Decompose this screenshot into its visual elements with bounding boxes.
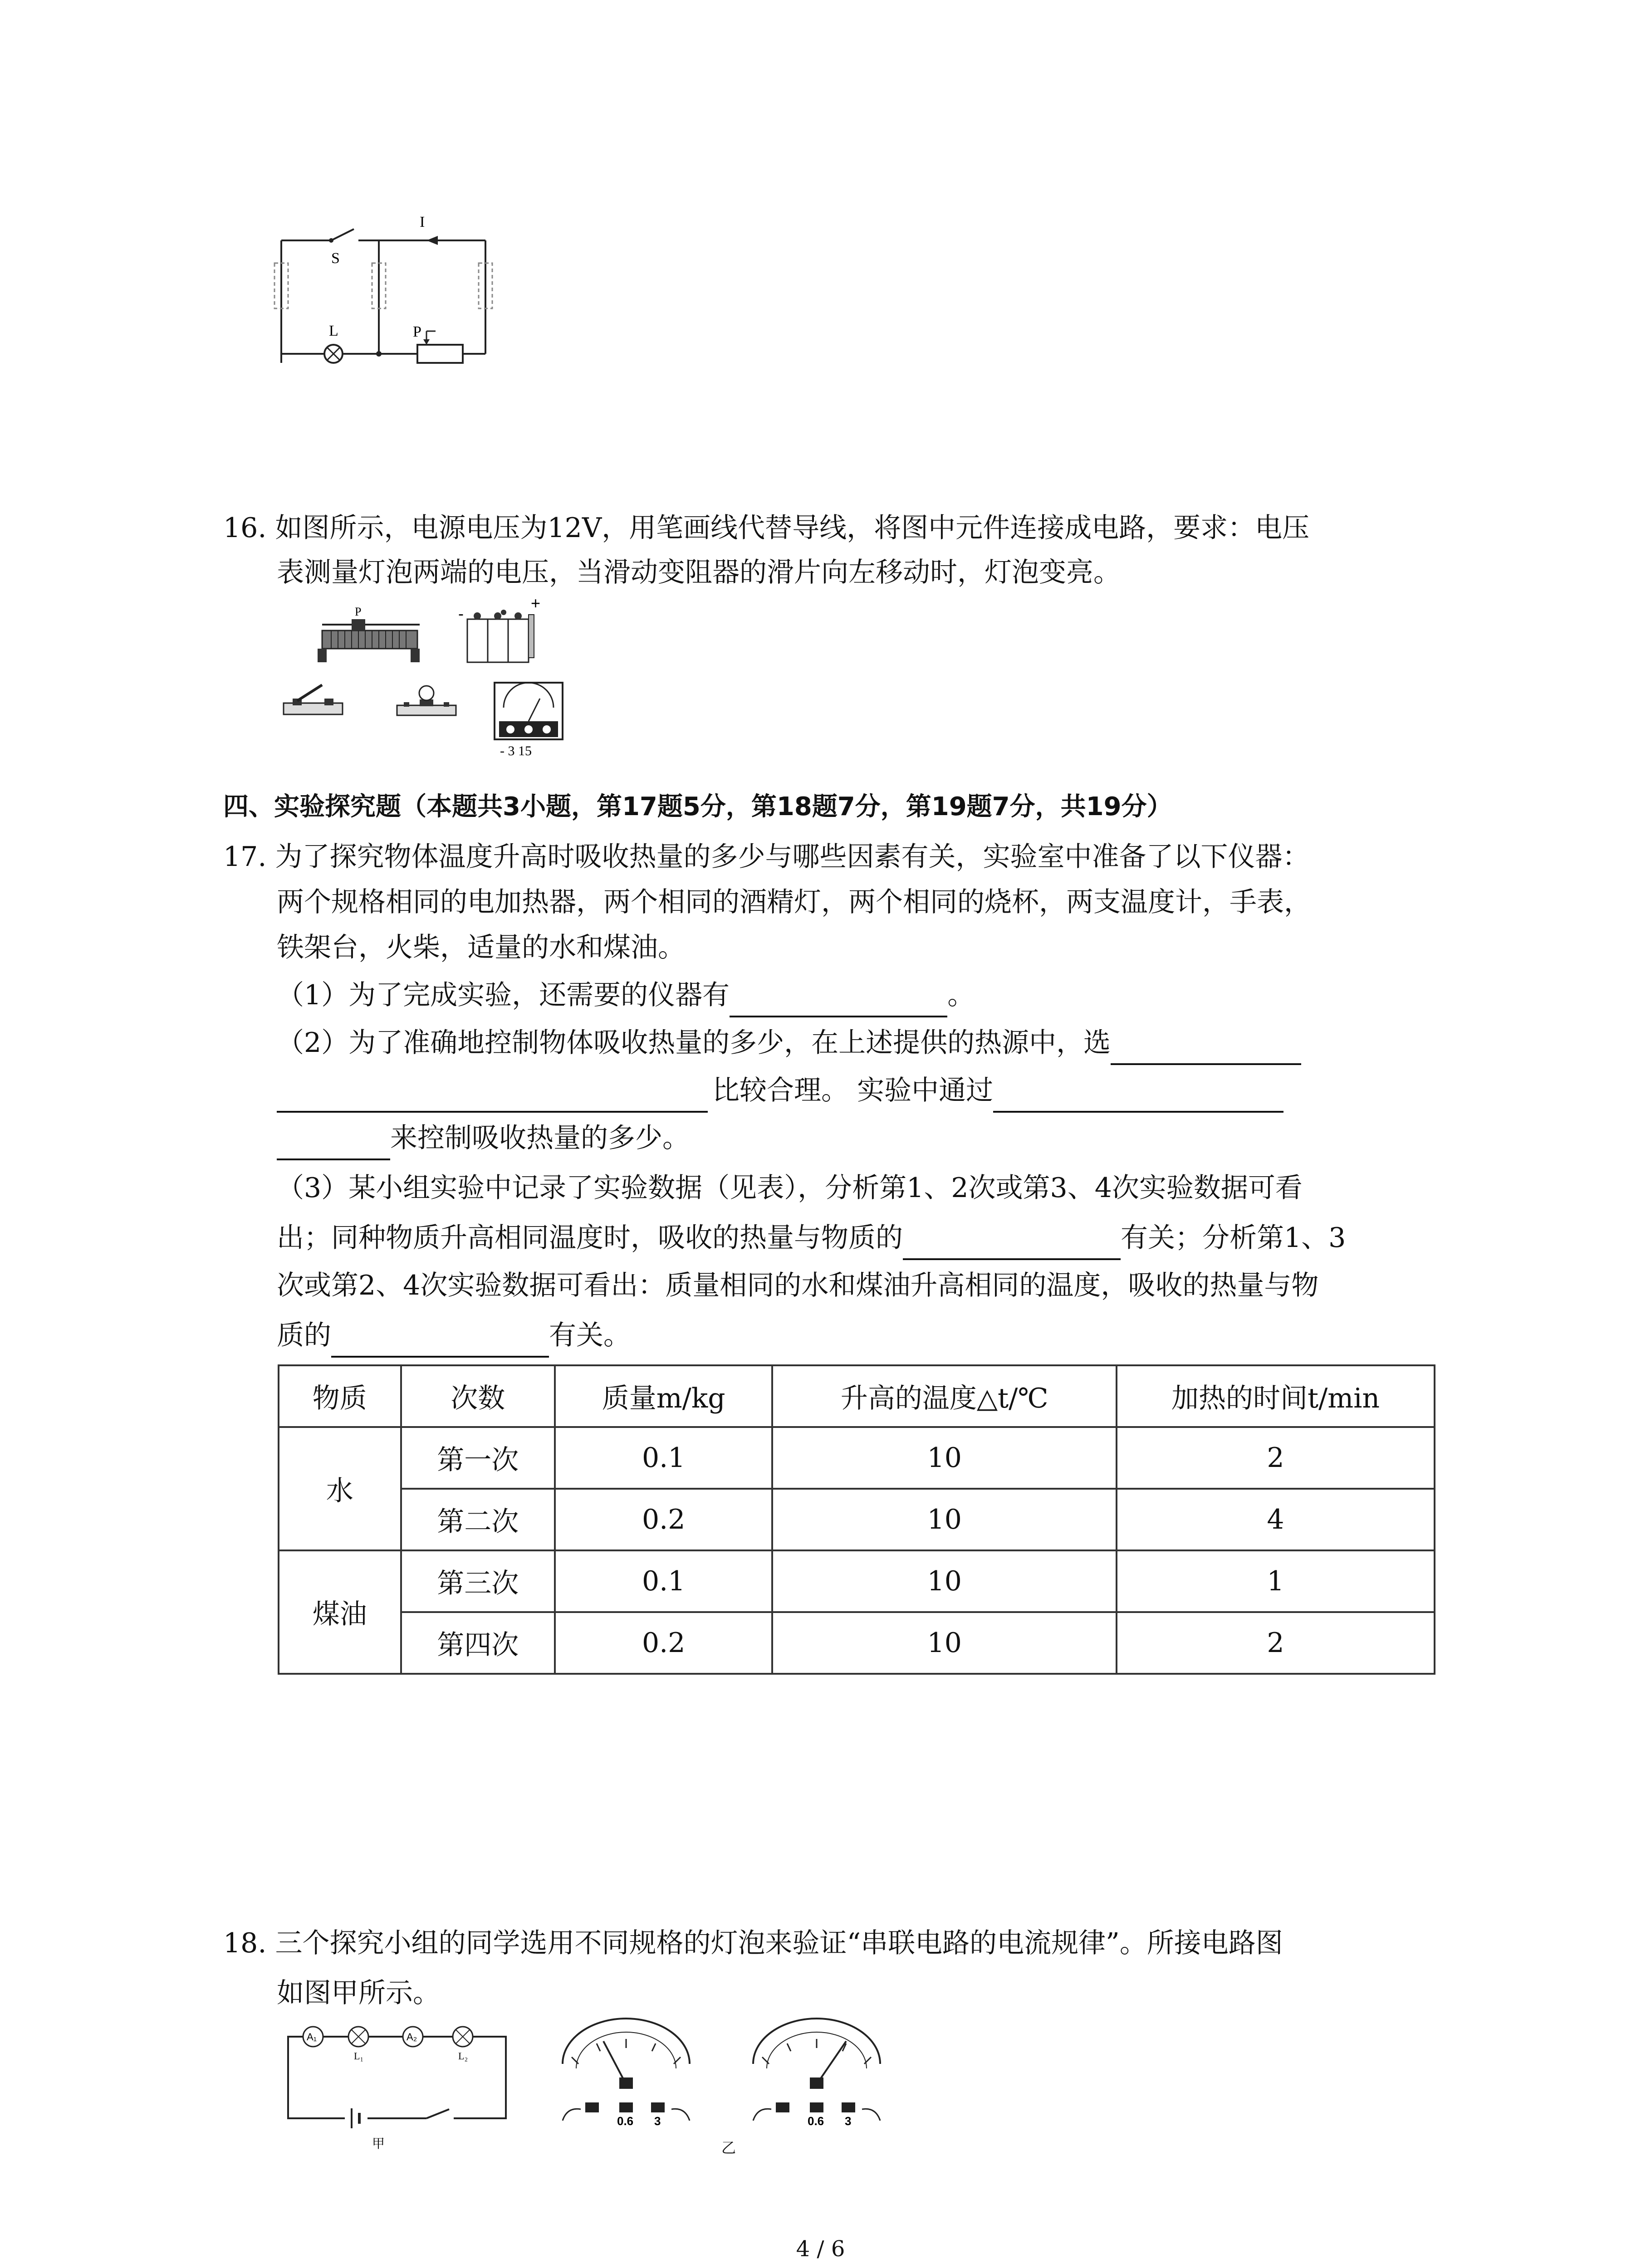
q17-part-1-text: （1）为了完成实验，还需要的仪器有 bbox=[277, 979, 730, 1011]
q16-line-1: 16. 如图所示，电源电压为12V，用笔画线代替导线，将图中元件连接成电路，要求：电压 bbox=[223, 512, 1310, 544]
q17-line-2: 两个规格相同的电加热器，两个相同的酒精灯，两个相同的烧杯，两支温度计，手表， bbox=[277, 886, 1311, 918]
q18-line-1: 18. 三个探究小组的同学选用不同规格的灯泡来验证“串联电路的电流规律”。所接电路图 bbox=[223, 1927, 1283, 1959]
page-number: 4 / 6 bbox=[796, 2236, 845, 2262]
mass-cell: 0.1 bbox=[555, 1427, 772, 1489]
fig15-label-l: L bbox=[329, 323, 338, 339]
header-mass: 质量m/kg bbox=[555, 1365, 772, 1427]
fig-yi-label: 乙 bbox=[721, 2139, 736, 2156]
experiment-data-table bbox=[278, 1364, 1435, 1675]
voltmeter-scale-label: - 3 15 bbox=[500, 743, 532, 758]
temp-cell: 10 bbox=[772, 1612, 1117, 1674]
svg-text:+: + bbox=[531, 594, 541, 612]
time-cell: 2 bbox=[1117, 1612, 1435, 1674]
mass-cell: 0.2 bbox=[555, 1612, 772, 1674]
q17-line-3: 铁架台，火柴，适量的水和煤油。 bbox=[277, 932, 685, 963]
ammeter-dial-1 bbox=[554, 2023, 703, 2127]
switch-image bbox=[279, 680, 347, 721]
q17-part-1 bbox=[277, 973, 975, 1017]
temp-cell: 10 bbox=[772, 1427, 1117, 1489]
q18-line-2: 如图甲所示。 bbox=[277, 1977, 440, 2009]
temp-cell: 10 bbox=[772, 1489, 1117, 1550]
ammeter-a1-label: A₁ bbox=[307, 2031, 317, 2043]
table-row bbox=[279, 1612, 1435, 1674]
table-row bbox=[279, 1550, 1435, 1612]
lamp-l1-label: L₁ bbox=[354, 2050, 364, 2062]
dial1-terminal-3: 3 bbox=[654, 2114, 661, 2128]
dial2-terminal-3: 3 bbox=[845, 2114, 852, 2128]
battery-image bbox=[458, 594, 544, 667]
fig15-label-p: P bbox=[413, 323, 421, 340]
ammeter-a2-label: A₂ bbox=[407, 2031, 417, 2043]
header-trial: 次数 bbox=[401, 1365, 555, 1427]
q17-part-3-line-1: （3）某小组实验中记录了实验数据（见表），分析第1、2次或第3、4次实验数据可看 bbox=[277, 1172, 1303, 1204]
q17-blank-2[interactable] bbox=[1111, 1030, 1301, 1065]
dial2-terminal-06: 0.6 bbox=[808, 2114, 824, 2128]
q17-part-2-mid: 比较合理。 实验中通过 bbox=[712, 1075, 994, 1106]
q17-part-3-end: 有关。 bbox=[549, 1320, 631, 1351]
mass-cell: 0.2 bbox=[555, 1489, 772, 1550]
q17-blank-3[interactable] bbox=[993, 1077, 1283, 1113]
svg-text:-: - bbox=[458, 604, 464, 623]
q17-line-1: 17. 为了探究物体温度升高时吸收热量的多少与哪些因素有关，实验室中准备了以下仪器： bbox=[223, 841, 1310, 873]
q17-part-2-line-1 bbox=[277, 1021, 1301, 1065]
time-cell: 1 bbox=[1117, 1550, 1435, 1612]
table-row bbox=[279, 1427, 1435, 1489]
rheostat-image bbox=[318, 606, 426, 665]
fig15-label-s: S bbox=[331, 250, 340, 267]
q17-blank-3-cont[interactable] bbox=[277, 1125, 390, 1160]
trial-cell: 第二次 bbox=[401, 1489, 555, 1550]
q17-blank-4[interactable] bbox=[903, 1225, 1121, 1260]
substance-cell: 煤油 bbox=[279, 1550, 401, 1674]
mass-cell: 0.1 bbox=[555, 1550, 772, 1612]
section-4-title: 四、实验探究题（本题共3小题，第17题5分，第18题7分，第19题7分，共19分） bbox=[223, 792, 1172, 821]
trial-cell: 第三次 bbox=[401, 1550, 555, 1612]
substance-cell: 水 bbox=[279, 1427, 401, 1550]
q17-part-3-line-4 bbox=[277, 1313, 631, 1358]
q17-part-2-end: 来控制吸收热量的多少。 bbox=[390, 1122, 690, 1154]
q17-blank-2-cont[interactable] bbox=[277, 1077, 708, 1113]
q17-part-3-mid: 有关；分析第1、3 bbox=[1121, 1222, 1346, 1254]
temp-cell: 10 bbox=[772, 1550, 1117, 1612]
q17-part-1-end: 。 bbox=[947, 979, 975, 1011]
trial-cell: 第一次 bbox=[401, 1427, 555, 1489]
lamp-image bbox=[392, 680, 460, 721]
q16-line-2: 表测量灯泡两端的电压，当滑动变阻器的滑片向左移动时，灯泡变亮。 bbox=[277, 557, 1121, 588]
fig-jia-label: 甲 bbox=[372, 2136, 385, 2151]
q17-part-2-text: （2）为了准确地控制物体吸收热量的多少，在上述提供的热源中，选 bbox=[277, 1027, 1111, 1059]
header-substance: 物质 bbox=[279, 1365, 401, 1427]
q17-part-3-text: 出；同种物质升高相同温度时，吸收的热量与物质的 bbox=[277, 1222, 903, 1254]
q17-part-3-start: 质的 bbox=[277, 1320, 331, 1351]
dial1-terminal-06: 0.6 bbox=[617, 2114, 634, 2128]
voltmeter-image bbox=[490, 680, 572, 760]
lamp-l2-label: L₂ bbox=[458, 2050, 468, 2062]
q17-part-2-line-3 bbox=[277, 1116, 690, 1160]
q17-blank-5[interactable] bbox=[331, 1322, 549, 1358]
ammeter-dial-2 bbox=[744, 2023, 894, 2159]
fig15-label-i: I bbox=[420, 214, 425, 230]
table-row bbox=[279, 1489, 1435, 1550]
header-heat-time: 加热的时间t/min bbox=[1117, 1365, 1435, 1427]
trial-cell: 第四次 bbox=[401, 1612, 555, 1674]
q15-circuit-figure bbox=[272, 213, 508, 376]
header-temp-rise: 升高的温度△t/℃ bbox=[772, 1365, 1117, 1427]
q17-part-2-line-2 bbox=[277, 1068, 1283, 1113]
table-header-row bbox=[279, 1365, 1435, 1427]
q17-part-3-line-3: 次或第2、4次实验数据可看出：质量相同的水和煤油升高相同的温度，吸收的热量与物 bbox=[277, 1270, 1319, 1301]
q17-blank-1[interactable] bbox=[730, 982, 947, 1017]
q17-part-3-line-2 bbox=[277, 1216, 1346, 1260]
time-cell: 4 bbox=[1117, 1489, 1435, 1550]
rheostat-p-label: P bbox=[355, 605, 362, 618]
q18-circuit-jia bbox=[281, 2023, 517, 2150]
time-cell: 2 bbox=[1117, 1427, 1435, 1489]
